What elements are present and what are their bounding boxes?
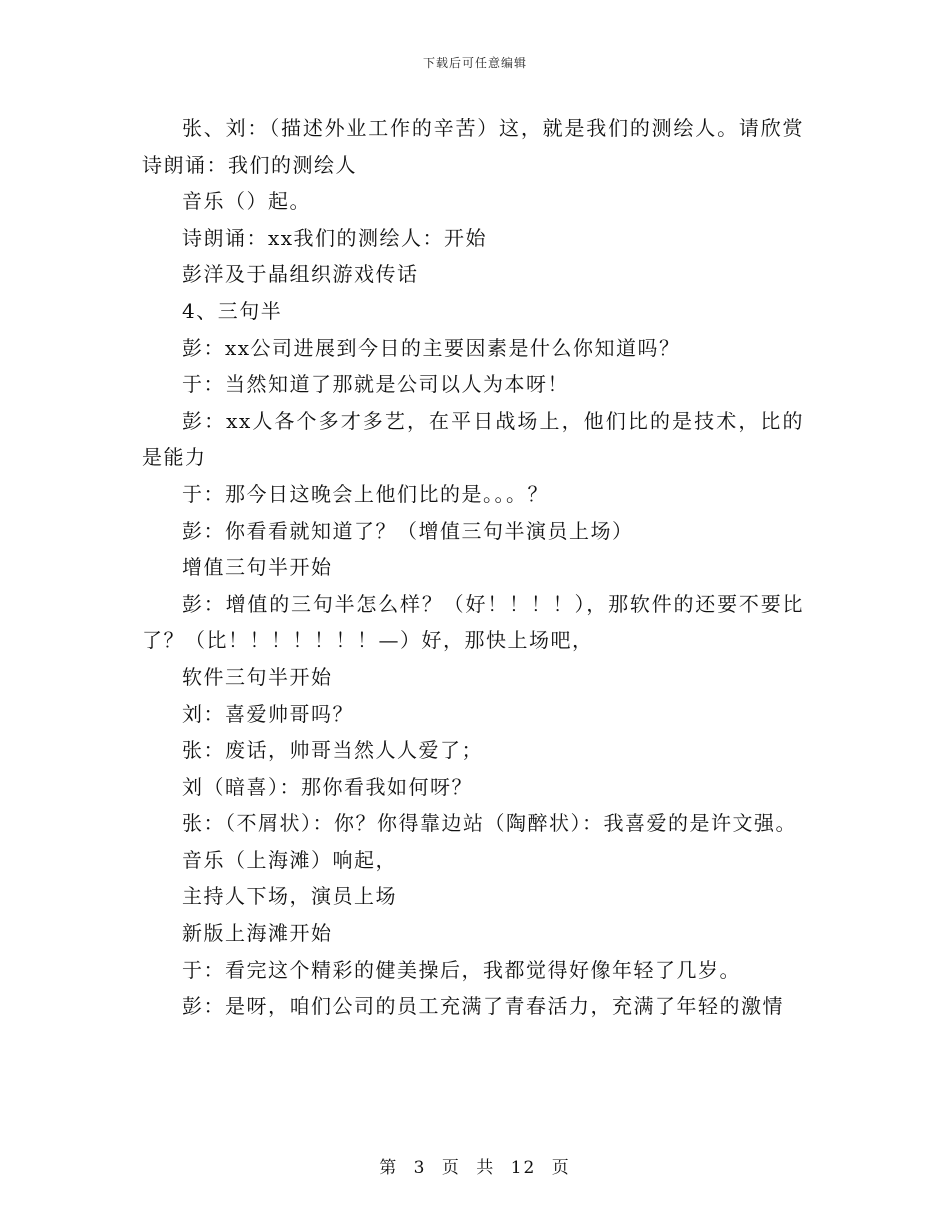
paragraph: 彭：增值的三句半怎么样？（好！！！！），那软件的还要不要比了？（比！！！！！！！—）好，那快上场吧， <box>142 591 804 653</box>
footer-current-page: 3 <box>413 1158 427 1178</box>
paragraph: 主持人下场，演员上场 <box>182 884 397 909</box>
paragraph: 彭：xx公司进展到今日的主要因素是什么你知道吗？ <box>182 335 681 360</box>
paragraph: 于：看完这个精彩的健美操后，我都觉得好像年轻了几岁。 <box>182 957 741 982</box>
page-header: 下载后可任意编辑 <box>422 56 527 70</box>
footer-page-word: 页 <box>441 1158 461 1178</box>
paragraph: 彭：你看看就知道了？（增值三句半演员上场） <box>182 518 634 543</box>
paragraph: 张：（不屑状）：你？你得靠边站（陶醉状）：我喜爱的是许文强。 <box>182 811 797 836</box>
paragraph: 音乐（）起。 <box>182 189 311 214</box>
paragraph: 彭：是呀，咱们公司的员工充满了青春活力，充满了年轻的激情 <box>182 994 784 1019</box>
paragraph: 彭洋及于晶组织游戏传话 <box>182 262 419 287</box>
footer-total-pages: 12 <box>510 1158 537 1178</box>
paragraph: 刘：喜爱帅哥吗？ <box>182 701 354 726</box>
paragraph: 张：废话，帅哥当然人人爱了； <box>182 738 483 763</box>
paragraph: 于：那今日这晚会上他们比的是。。。？ <box>182 481 549 506</box>
paragraph: 新版上海滩开始 <box>182 921 333 946</box>
document-body <box>142 110 804 1025</box>
paragraph: 4、三句半 <box>182 298 283 323</box>
paragraph: 刘（暗喜）：那你看我如何呀？ <box>182 774 473 799</box>
paragraph: 音乐（上海滩）响起， <box>182 847 397 872</box>
paragraph: 诗朗诵：xx我们的测绘人：开始 <box>182 225 488 250</box>
paragraph: 于：当然知道了那就是公司以人为本呀！ <box>182 372 569 397</box>
paragraph: 彭：xx人各个多才多艺，在平日战场上，他们比的是技术，比的是能力 <box>142 408 804 470</box>
footer-prefix: 第 <box>379 1158 399 1178</box>
paragraph: 张、刘：（描述外业工作的辛苦）这，就是我们的测绘人。请欣赏诗朗诵：我们的测绘人 <box>142 116 804 177</box>
paragraph: 增值三句半开始 <box>182 555 333 580</box>
paragraph: 软件三句半开始 <box>182 664 333 689</box>
page-footer <box>0 1153 950 1178</box>
footer-total-word: 共 <box>476 1158 496 1178</box>
footer-suffix: 页 <box>551 1158 571 1178</box>
